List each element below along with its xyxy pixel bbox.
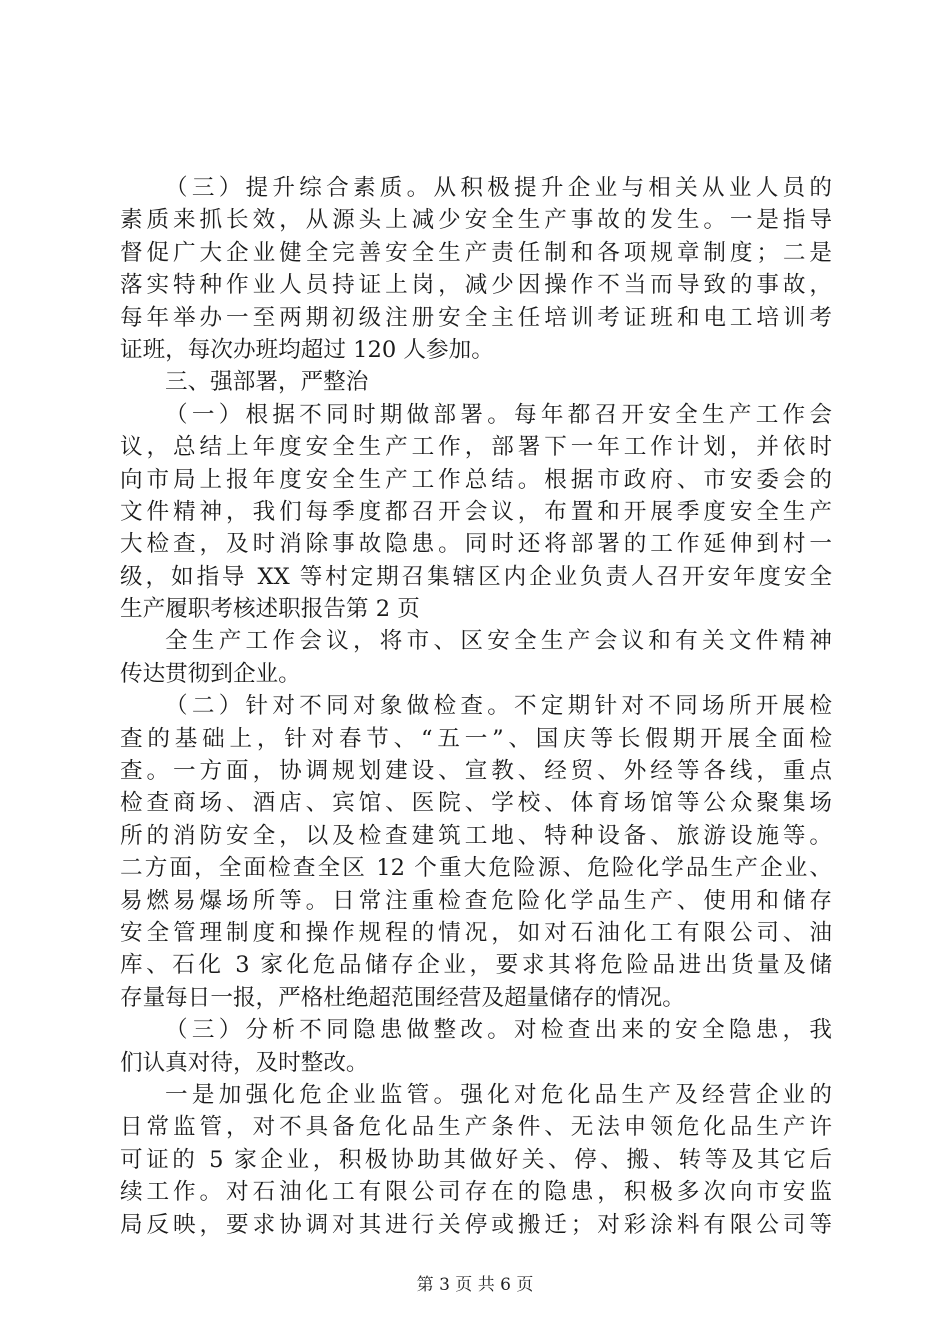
paragraph-line: 可证的 5 家企业，积极协助其做好关、停、搬、转等及其它后 [120, 1146, 832, 1173]
paragraph-line: 级，如指导 XX 等村定期召集辖区内企业负责人召开安年度安全 [120, 563, 832, 590]
paragraph-line: 全生产工作会议，将市、区安全生产会议和有关文件精神 [165, 628, 832, 655]
paragraph-line: 局反映，要求协调对其进行关停或搬迁；对彩涂料有限公司等 [120, 1211, 832, 1238]
paragraph-line: 生产履职考核述职报告第 2 页 [120, 596, 420, 623]
paragraph-line: 向市局上报年度安全生产工作总结。根据市政府、市安委会的 [120, 466, 832, 493]
paragraph-line: 续工作。对石油化工有限公司存在的隐患，积极多次向市安监 [120, 1179, 832, 1206]
document-body [120, 172, 832, 1241]
paragraph-line: 易燃易爆场所等。日常注重检查危险化学品生产、使用和储存 [120, 887, 832, 914]
paragraph-line: 素质来抓长效，从源头上减少安全生产事故的发生。一是指导 [120, 207, 832, 234]
paragraph-line: 库、石化 3 家化危品储存企业，要求其将危险品进出货量及储 [120, 952, 832, 979]
paragraph-line: 每年举办一至两期初级注册安全主任培训考证班和电工培训考 [120, 304, 832, 331]
paragraph-line: 检查商场、酒店、宾馆、医院、学校、体育场馆等公众聚集场 [120, 790, 832, 817]
paragraph-line: 一是加强化危企业监管。强化对危化品生产及经营企业的 [165, 1081, 832, 1108]
paragraph-line: 查的基础上，针对春节、“五一”、国庆等长假期开展全面检 [120, 725, 832, 752]
paragraph-line: 督促广大企业健全完善安全生产责任制和各项规章制度；二是 [120, 239, 832, 266]
paragraph-line: 议，总结上年度安全生产工作，部署下一年工作计划，并依时 [120, 434, 832, 461]
paragraph-line: 们认真对待，及时整改。 [120, 1049, 369, 1076]
paragraph-line: （二）针对不同对象做检查。不定期针对不同场所开展检 [165, 693, 832, 720]
paragraph-line: 大检查，及时消除事故隐患。同时还将部署的工作延伸到村一 [120, 531, 832, 558]
paragraph-line: （三）提升综合素质。从积极提升企业与相关从业人员的 [165, 175, 832, 201]
section-heading: 三、强部署，严整治 [165, 369, 369, 396]
paragraph-line: 落实特种作业人员持证上岗，减少因操作不当而导致的事故， [120, 272, 832, 299]
paragraph-line: 文件精神，我们每季度都召开会议，布置和开展季度安全生产 [120, 498, 832, 525]
paragraph-line: 所的消防安全，以及检查建筑工地、特种设备、旅游设施等。 [120, 822, 832, 849]
paragraph-line: 日常监管，对不具备危化品生产条件、无法申领危化品生产许 [120, 1114, 832, 1141]
paragraph-line: 安全管理制度和操作规程的情况，如对石油化工有限公司、油 [120, 919, 832, 946]
paragraph-line: （一）根据不同时期做部署。每年都召开安全生产工作会 [165, 401, 832, 428]
page-footer: 第 3 页 共 6 页 [416, 1275, 534, 1295]
paragraph-line: 传达贯彻到企业。 [120, 660, 301, 687]
paragraph-line: 二方面，全面检查全区 12 个重大危险源、危险化学品生产企业、 [120, 855, 832, 882]
paragraph-line: 存量每日一报，严格杜绝超范围经营及超量储存的情况。 [120, 984, 685, 1011]
paragraph-line: 查。一方面，协调规划建设、宣教、经贸、外经等各线，重点 [120, 758, 832, 785]
paragraph-line: （三）分析不同隐患做整改。对检查出来的安全隐患，我 [165, 1017, 832, 1044]
paragraph-line: 证班，每次办班均超过 120 人参加。 [120, 336, 494, 363]
